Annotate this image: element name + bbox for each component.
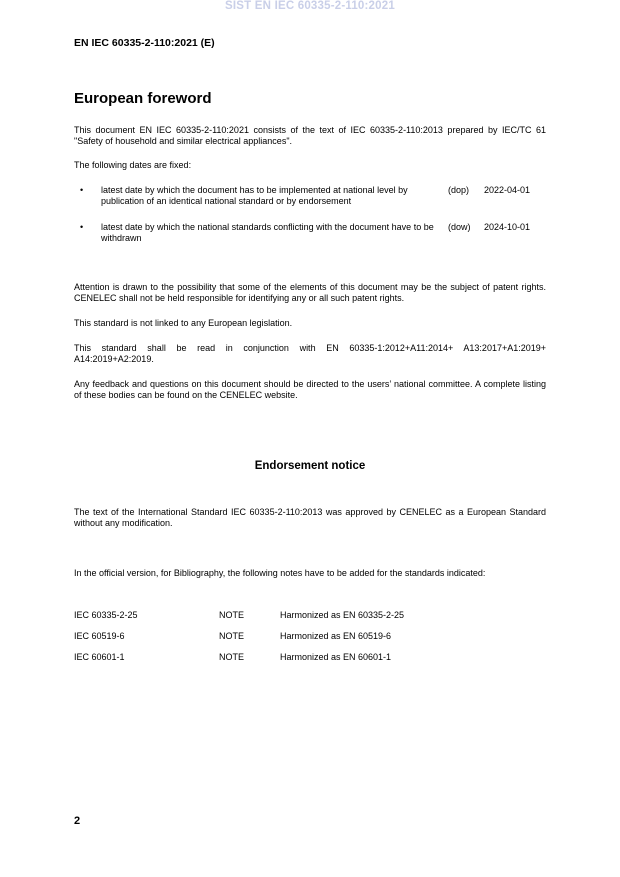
- dates-intro: The following dates are fixed:: [74, 160, 192, 170]
- feedback-note: Any feedback and questions on this document should be directed to the users’ national committee. A complete listing of these bodies can be found on the CENELEC website.: [74, 379, 546, 400]
- foreword-intro: This document EN IEC 60335-2-110:2021 consists of the text of IEC 60335-2-110:2013 prepared by IEC/TC 61 "Safety of household and similar electrical appliances".: [74, 125, 546, 146]
- note-label: NOTE: [219, 652, 245, 662]
- bullet-icon: •: [80, 185, 84, 195]
- date-item-dop: [74, 185, 546, 209]
- note-text: Harmonized as EN 60601-1: [280, 652, 392, 662]
- endorsement-title: Endorsement notice: [254, 460, 366, 472]
- bullet-icon: •: [80, 222, 84, 232]
- date-item-code: (dop): [448, 185, 470, 195]
- date-item-date: 2022-04-01: [484, 185, 531, 195]
- patent-attention: Attention is drawn to the possibility that some of the elements of this document may be the subject of patent rights. CENELEC shall not be held responsible for identifying any or all such patent rights.: [74, 282, 546, 303]
- note-standard: IEC 60519-6: [74, 631, 125, 641]
- bibliography-note-row: [74, 652, 546, 664]
- endorsement-text: The text of the International Standard IEC 60335-2-110:2013 was approved by CENELEC as a European Standard without any modification.: [74, 507, 546, 528]
- bibliography-note-row: [74, 631, 546, 643]
- note-standard: IEC 60601-1: [74, 652, 125, 662]
- document-id-header: EN IEC 60335-2-110:2021 (E): [74, 37, 215, 49]
- date-item-code: (dow): [448, 222, 471, 232]
- date-item-text: latest date by which the document has to be implemented at national level by publication of an identical national standard or by endorsement: [101, 185, 408, 206]
- date-item-date: 2024-10-01: [484, 222, 531, 232]
- note-label: NOTE: [219, 631, 245, 641]
- bibliography-intro: In the official version, for Bibliography, the following notes have to be added for the standards indicated:: [74, 568, 486, 578]
- bibliography-note-row: [74, 610, 546, 622]
- note-label: NOTE: [219, 610, 245, 620]
- legislation-note: This standard is not linked to any European legislation.: [74, 318, 293, 328]
- date-item-text: latest date by which the national standards conflicting with the document have to be withdrawn: [101, 222, 434, 243]
- watermark: SIST EN IEC 60335-2-110:2021: [225, 0, 395, 12]
- note-standard: IEC 60335-2-25: [74, 610, 138, 620]
- page-number: 2: [74, 815, 81, 827]
- conjunction-note: This standard shall be read in conjunction with EN 60335-1:2012+A11:2014+ A13:2017+A1:2019+ A14:2019+A2:2019.: [74, 343, 546, 364]
- date-item-dow: [74, 222, 546, 246]
- note-text: Harmonized as EN 60519-6: [280, 631, 392, 641]
- note-text: Harmonized as EN 60335-2-25: [280, 610, 405, 620]
- foreword-title: European foreword: [74, 90, 212, 107]
